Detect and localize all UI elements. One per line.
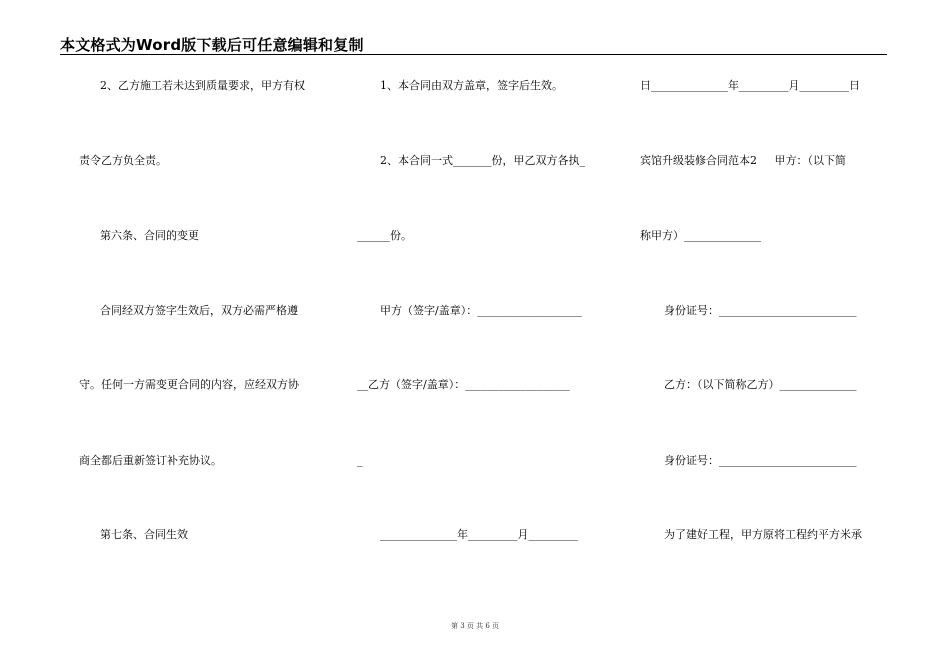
right-col-line-6: 身份证号：_________________________ [664, 454, 857, 467]
page-number-footer: 第 3 页 共 6 页 [450, 622, 500, 630]
right-col-line-4: 身份证号：_________________________ [664, 304, 857, 317]
right-col-line-2: 宾馆升级装修合同范本2 甲方：（以下简 [640, 154, 846, 167]
middle-col-line-7: ______________年_________月_________ [380, 528, 578, 541]
header-divider [60, 54, 887, 55]
left-col-line-7: 第七条、合同生效 [100, 528, 188, 541]
left-col-line-5: 守。任何一方需变更合同的内容，应经双方协 [79, 378, 299, 391]
right-col-line-7: 为了建好工程，甲方原将工程约平方米承 [664, 528, 862, 541]
right-col-line-5: 乙方：（以下简称乙方）______________ [664, 378, 857, 391]
left-col-line-2: 责令乙方负全责。 [79, 154, 167, 167]
left-col-line-6: 商全都后重新签订补充协议。 [79, 454, 222, 467]
middle-col-line-3: ______份。 [357, 229, 412, 242]
document-header-title: 本文格式为Word版下载后可任意编辑和复制 [60, 36, 364, 54]
left-col-line-1: 2、乙方施工若未达到质量要求，甲方有权 [100, 79, 305, 92]
middle-col-line-6: _ [357, 454, 363, 467]
left-col-line-3: 第六条、合同的变更 [100, 229, 199, 242]
middle-col-line-1: 1、本合同由双方盖章，签字后生效。 [380, 79, 563, 92]
right-col-line-1: 日______________年_________月_________日 [640, 79, 860, 92]
middle-col-line-5: __乙方（签字/盖章）：___________________ [357, 378, 570, 391]
left-col-line-4: 合同经双方签字生效后，双方必需严格遵 [100, 304, 298, 317]
right-col-line-3: 称甲方）______________ [640, 229, 761, 242]
middle-col-line-2: 2、本合同一式_______份，甲乙双方各执_ [380, 154, 585, 167]
middle-col-line-4: 甲方（签字/盖章）：___________________ [380, 304, 582, 317]
